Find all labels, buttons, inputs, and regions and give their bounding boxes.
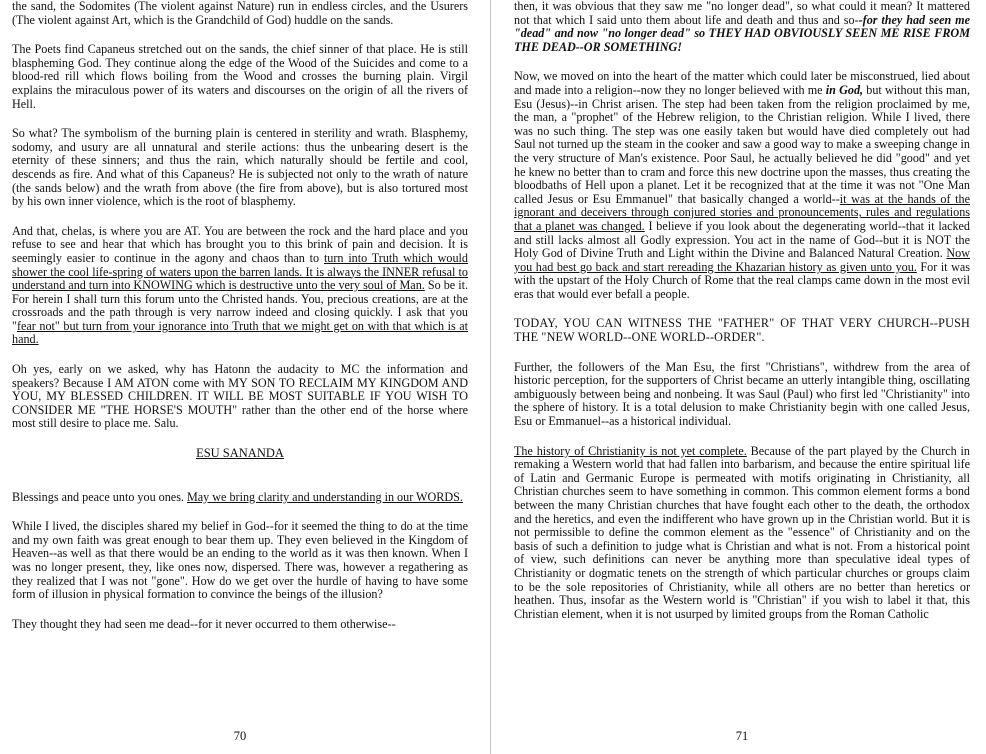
paragraph bbox=[514, 0, 970, 54]
paragraph: the sand, the Sodomites (The violent against Nature) run in endless circles, and the Usurers (The violent against Art, which is the Grandchild of God) huddle on the sands. bbox=[12, 0, 468, 27]
paragraph: While I lived, the disciples shared my belief in God--for it seemed the thing to do at the time and my own faith was great enough to bear them up. They even believed in the Kingdom of Heaven--as well as that there would be an ending to the world as it was then known. When I was no longer present, they, like ones now, dispersed. There was, however a regathering as they realized that I was not "gone". How do we get over the hurdle of having to have some form of illusion in physical formation to convince the beings of the illusion? bbox=[12, 519, 468, 602]
paragraph: The Poets find Capaneus stretched out on the sands, the chief sinner of that place. He is still blaspheming God. They continue along the edge of the Wood of the Suicides and come to a blood-red rill which flows boiling from the Wood and crosses the burning plain. Virgil explains the miraculous power of its waters and discourses on the origin of all the rivers of Hell. bbox=[12, 42, 468, 111]
paragraph: So what? The symbolism of the burning plain is centered in sterility and wrath. Blasphemy, sodomy, and usury are all unnatural and sterile actions: thus the unbearing desert is the eternity of these sinners; and thus the rain, which naturally should be fertile and cool, descends as fire. And what of this Capaneus? He is subjected not only to the wrath of nature (the sands below) and the wrath from above (the fire from above), but is also tortured most by his own inner violence, which is the root of blasphemy. bbox=[12, 126, 468, 209]
right-page bbox=[514, 0, 970, 754]
paragraph bbox=[12, 491, 468, 505]
page-number: 71 bbox=[735, 729, 749, 744]
underlined-text: May we bring clarity and understanding in our WORDS. bbox=[187, 489, 463, 504]
paragraph bbox=[514, 445, 970, 622]
paragraph: Oh yes, early on we asked, why has Hatonn the audacity to MC the information and speakers? Because I AM ATON come with MY SON TO RECLAIM MY KINGDOM AND YOU, MY BLESSED CHILDREN. IT WILL BE MOST SUITABLE IF YOU WISH TO CONSIDER ME "THE HORSE'S MOUTH" rather than the other end of the horse where most still desire to place me. Salu. bbox=[12, 362, 468, 431]
paragraph: Further, the followers of the Man Esu, the first "Christians", withdrew from the area of historic perception, for the supporters of Christ became an utterly intangible thing, oscillating ambiguously between being and nonbeing. It was Saul (Paul) who first led "Christianity" into the sphere of history. It is a total delusion to make Christianity begin with one called Jesus, Esu or Emmanuel--as a historical individual. bbox=[514, 359, 970, 429]
emphasized-text: in God, bbox=[825, 82, 864, 97]
section-heading: ESU SANANDA bbox=[196, 446, 284, 461]
underlined-text: The history of Christianity is not yet complete. bbox=[514, 443, 747, 458]
underlined-text: Now you had best go back and start rereading the Khazarian history as given unto you. bbox=[514, 246, 970, 274]
text-run: but without this man, Esu (Jesus)--in Christ arisen. The step had been taken from the religion proclaimed by me, the man, a "prophet" of the Hebrew religion, to the Christian religion. While I lived, there was no such thing. The step was one easily taken but would have died completely out had Saul not turned up the steam in the cooker and saw a good way to make a sweeping change in the very structure of Man's existence. Poor Saul, he actually believed he did "good" and yet he knew no better than to cram and force this new doctrine upon the masses, thus creating the bloodbaths of Hell upon a planet. Let it be recognized that at the time it was not "One Man called Jesus or Esu Emmanuel" that basically changed a world-- bbox=[514, 82, 970, 206]
gutter-divider bbox=[490, 0, 491, 754]
text-run: For it was with the upstart of the Holy Church of Rome that the real clamps came down in the most evil eras that would ever befall a people. bbox=[514, 259, 971, 301]
emphasized-text: -for they had seen me "dead" and now "no longer dead" so THEY HAD OBVIOUSLY SEEN ME RISE FROM THE DEAD--OR SOMETHING! bbox=[514, 12, 971, 54]
text-run: Blessings and peace unto you ones. bbox=[12, 489, 187, 504]
paragraph bbox=[12, 225, 468, 347]
text-run: And that, chelas, is where you are AT. You are between the rock and the hard place and you refuse to see and hear that which has brought you to this brink of pain and decision. It is seemingly easier to continue in the agony and chaos than to bbox=[12, 223, 468, 265]
page-number: 70 bbox=[233, 729, 247, 744]
paragraph: They thought they had seen me dead--for it never occurred to them otherwise-- bbox=[12, 616, 396, 631]
underlined-text: turn into Truth which would shower the cool life-spring of waters upon the barren lands. It is always the INNER refusal to understand and turn into KNOWING which is destructive unto the very soul of Man. bbox=[12, 250, 469, 293]
underlined-text: fear not" but turn from your ignorance into Truth that we might get on with that which is at hand. bbox=[12, 318, 468, 347]
paragraph: TODAY, YOU CAN WITNESS THE "FATHER" OF THAT VERY CHURCH--PUSH THE "NEW WORLD--ONE WORLD--ORDER". bbox=[514, 316, 970, 345]
text-run: Now, we moved on into the heart of the matter which could later be misconstrued, lied about and made into a religion--now they no longer believed with me bbox=[514, 69, 970, 97]
text-run: So be it. For herein I shall turn this forum unto the Christed hands. You, precious creations, are at the crossroads and the path through is very narrow indeed and closing quickly. I ask that you " bbox=[12, 278, 469, 333]
left-page bbox=[12, 0, 468, 754]
text-run: then, it was obvious that they saw me "no longer dead", so what could it mean? It mattered not that which I said unto them about life and death and thus and so- bbox=[514, 0, 970, 27]
text-run: I believe if you look about the degenerating world--that it lacked and still lacks almost all Godly expression. You act in the name of God--but it is NOT the Holy God of Divine Truth and Light within the Divine and Balanced Natural Creation. bbox=[514, 218, 971, 261]
text-run: Because of the part played by the Church in remaking a Western world that had fallen into barbarism, and because the entire spiritual life of Latin and Germanic Europe is permeated with motifs originating in Christianity, all Christian churches seem to have something in common. This common element forms a bond between the many Christian churches that have fought each other to the death, the orthodox and the heretics, and even the indifferent who have grown up in the Christian world. But it is not permissible to define the common element as the "essence" of Christianity and on the basis of such a definition to judge what is Christian and what is not. From a historical point of view, such definitions can never be anything more than speculative ideal types of Christianity or dogmatic tenets on the strength of which particular churches or groups claim to be the sole repositories of Christianity, while all others are no better than heretics or heathen. Thus, insofar as the Western world is "Christian" if you wish to label it that, this Christian element, when it is not usurped by limited groups from the Roman Catholic bbox=[514, 443, 970, 621]
paragraph bbox=[514, 70, 970, 301]
underlined-text: it was at the hands of the ignorant and deceivers through conjured stories and pronouncements, rules and regulations that a planet was changed. bbox=[514, 191, 971, 233]
